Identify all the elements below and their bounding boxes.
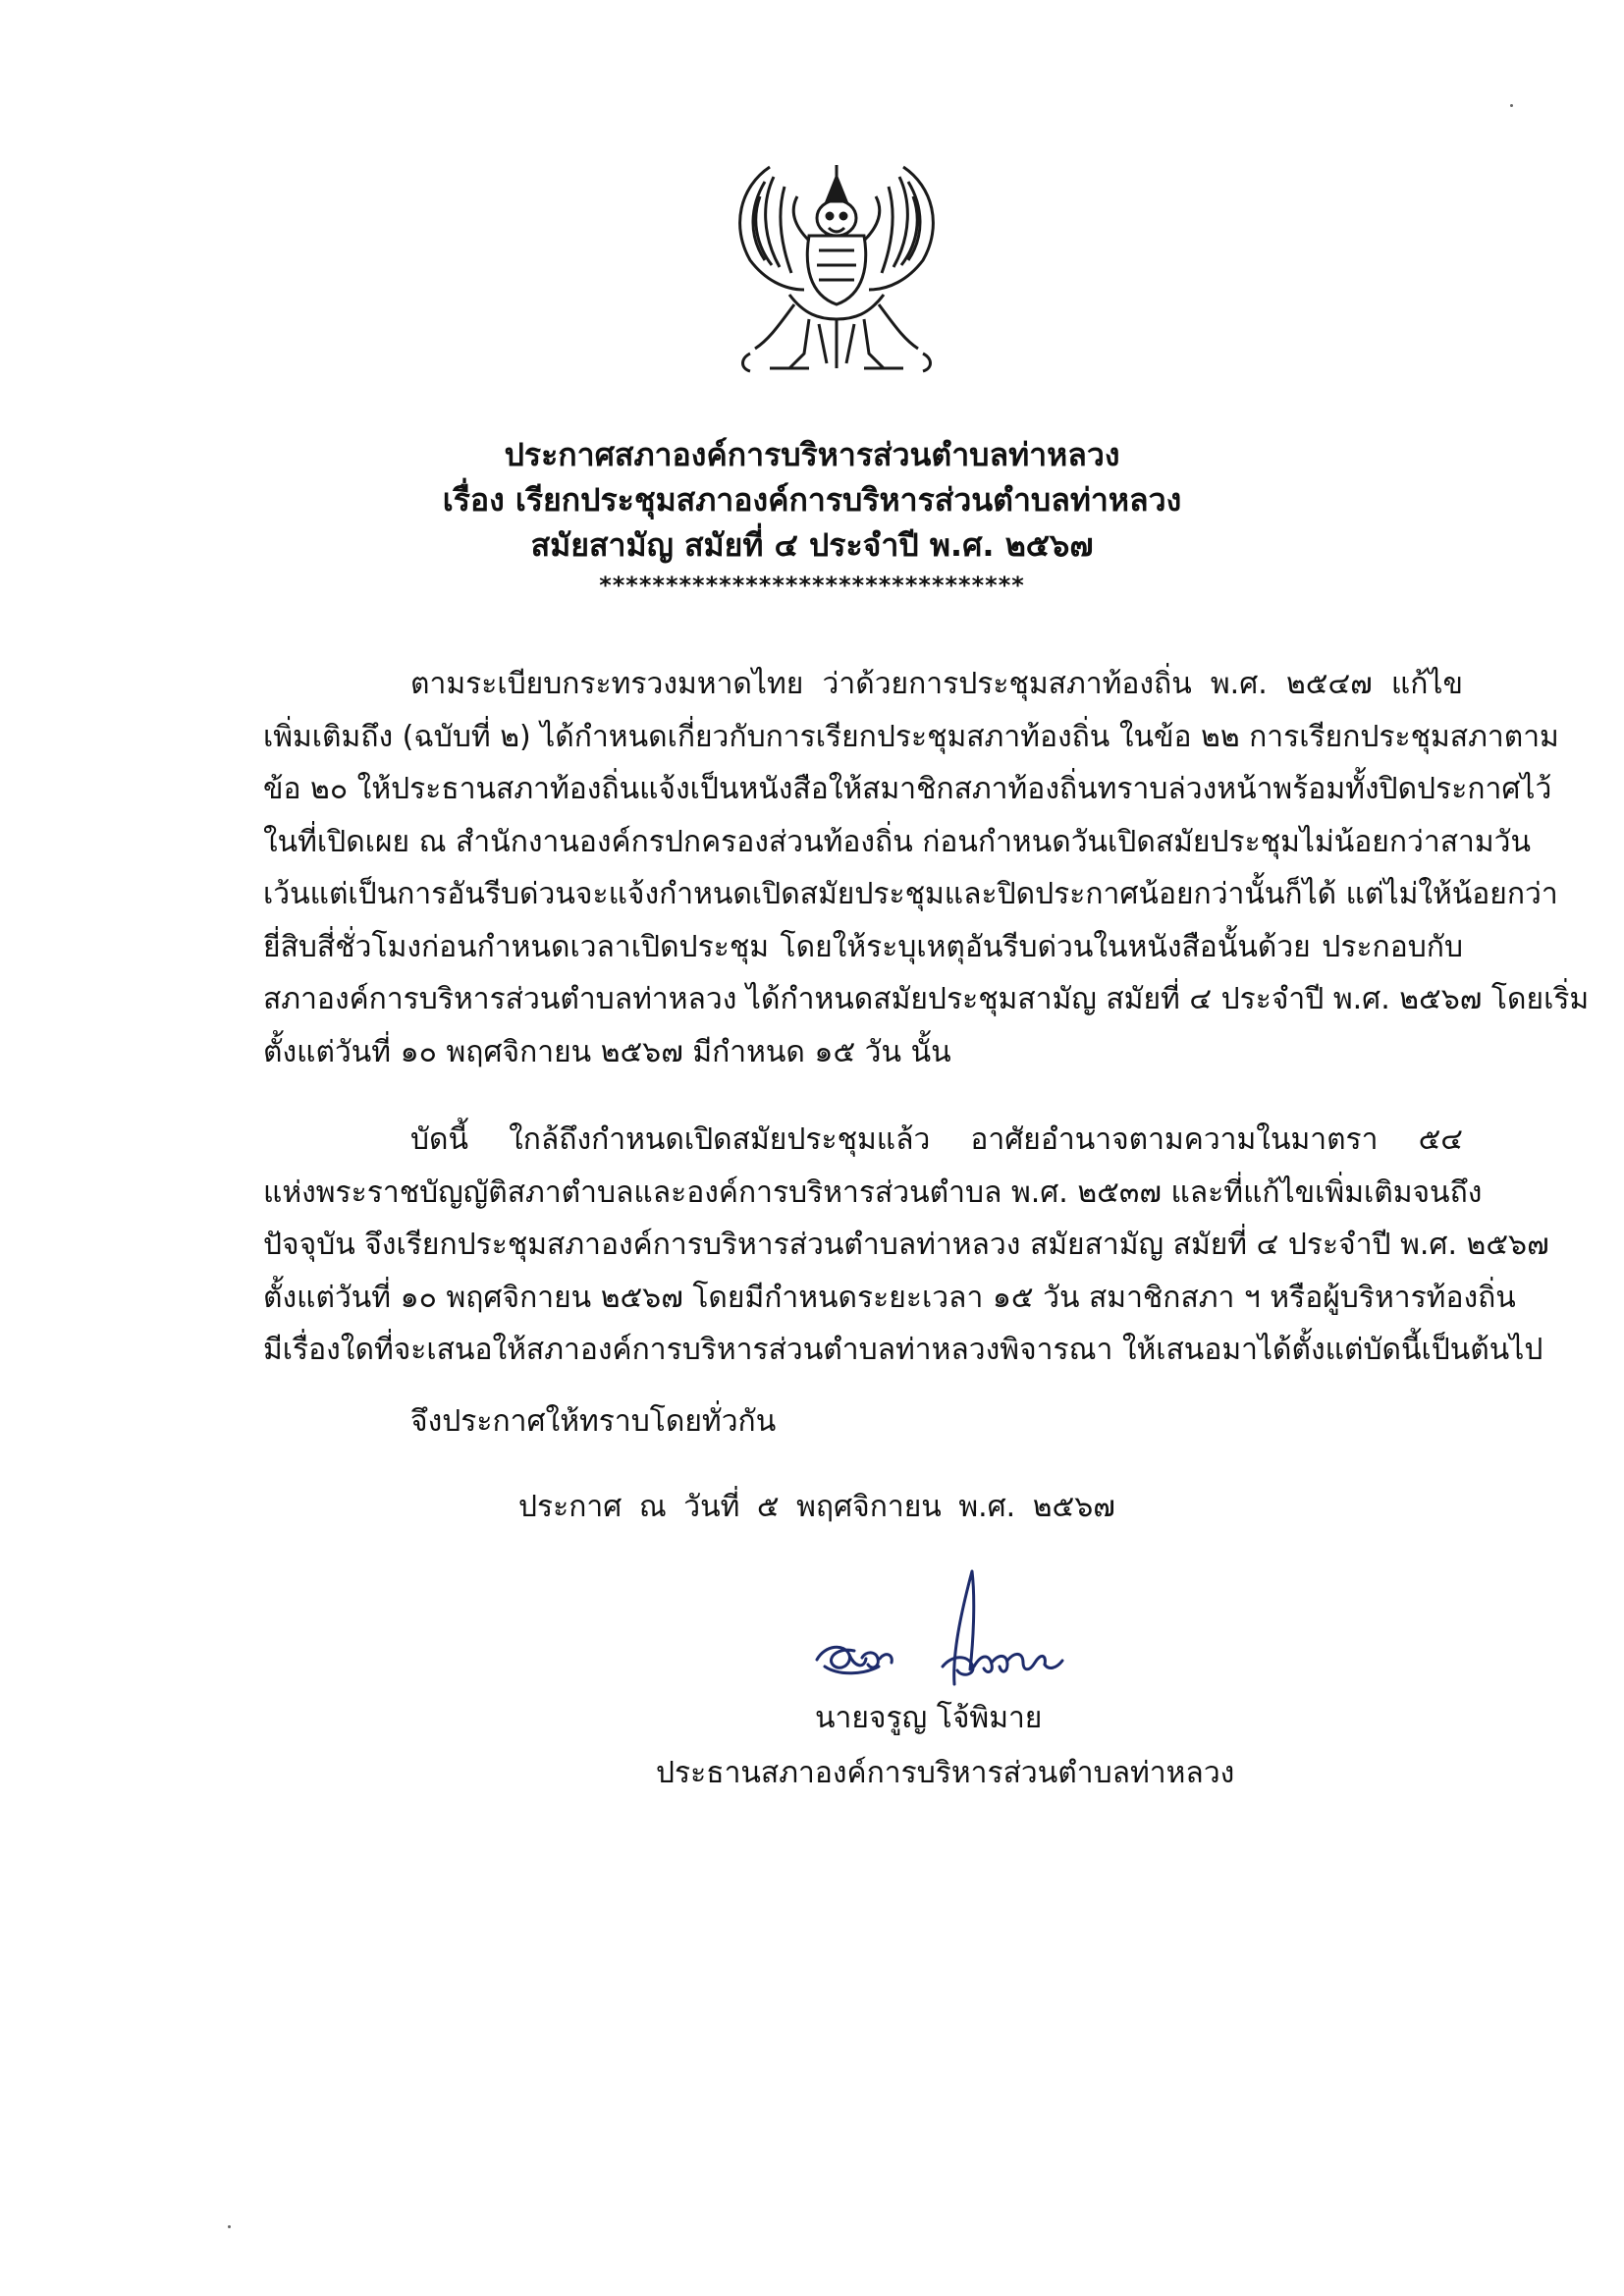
paragraph-line: มีเรื่องใดที่จะเสนอให้สภาองค์การบริหารส่วนตำบลท่าหลวงพิจารณา ให้เสนอมาได้ตั้งแต่บัดนี้เป็นต้นไป: [263, 1333, 1543, 1367]
announcement-title: ประกาศสภาองค์การบริหารส่วนตำบลท่าหลวง: [504, 436, 1120, 473]
announcement-session: สมัยสามัญ สมัยที่ ๔ ประจำปี พ.ศ. ๒๕๖๗: [530, 526, 1094, 564]
paragraph-line: สภาองค์การบริหารส่วนตำบลท่าหลวง ได้กำหนดสมัยประชุมสามัญ สมัยที่ ๔ ประจำปี พ.ศ. ๒๕๖๗ โดยเริ่ม: [263, 982, 1590, 1016]
garuda-emblem-icon: [711, 157, 962, 383]
paragraph-line: ตั้งแต่วันที่ ๑๐ พฤศจิกายน ๒๕๖๗ มีกำหนด ๑๕ วัน นั้น: [263, 1034, 951, 1069]
body-paragraph-1: [263, 658, 1590, 1078]
paragraph-line: ตั้งแต่วันที่ ๑๐ พฤศจิกายน ๒๕๖๗ โดยมีกำหนดระยะเวลา ๑๕ วัน สมาชิกสภา ฯ หรือผู้บริหารท้องถิ่น: [263, 1280, 1516, 1315]
paragraph-line: ข้อ ๒๐ ให้ประธานสภาท้องถิ่นแจ้งเป็นหนังสือให้สมาชิกสภาท้องถิ่นทราบล่วงหน้าพร้อมทั้งปิดประกาศไว้: [263, 772, 1552, 806]
signer-title: ประธานสภาองค์การบริหารส่วนตำบลท่าหลวง: [656, 1756, 1235, 1790]
announcement-date: ประกาศ ณ วันที่ ๕ พฤศจิกายน พ.ศ. ๒๕๖๗: [518, 1490, 1115, 1524]
paragraph-line: เพิ่มเติมถึง (ฉบับที่ ๒) ได้กำหนดเกี่ยวกับการเรียกประชุมสภาท้องถิ่น ในข้อ ๒๒ การเรียกประชุมสภาตาม: [263, 719, 1559, 754]
announcement-header: [0, 432, 1624, 597]
header-separator: ********************************: [599, 572, 1025, 599]
closing-statement: จึงประกาศให้ทราบโดยทั่วกัน: [410, 1404, 777, 1439]
scan-speck: [1510, 104, 1513, 107]
handwritten-signature: [805, 1557, 1090, 1704]
paragraph-line: แห่งพระราชบัญญัติสภาตำบลและองค์การบริหารส่วนตำบล พ.ศ. ๒๕๓๗ และที่แก้ไขเพิ่มเติมจนถึง: [263, 1175, 1483, 1210]
announcement-subject: เรื่อง เรียกประชุมสภาองค์การบริหารส่วนตำบลท่าหลวง: [442, 481, 1182, 519]
scan-speck: [228, 2225, 231, 2228]
paragraph-line: ยี่สิบสี่ชั่วโมงก่อนกำหนดเวลาเปิดประชุม โดยให้ระบุเหตุอันรีบด่วนในหนังสือนั้นด้วย ประกอบกับ: [263, 929, 1463, 964]
body-paragraph-2: [263, 1114, 1549, 1377]
signer-name: นายจรูญ โจ้พิมาย: [815, 1701, 1043, 1735]
paragraph-line: บัดนี้ ใกล้ถึงกำหนดเปิดสมัยประชุมแล้ว อาศัยอำนาจตามความในมาตรา ๕๔: [410, 1122, 1463, 1157]
paragraph-line: ปัจจุบัน จึงเรียกประชุมสภาองค์การบริหารส่วนตำบลท่าหลวง สมัยสามัญ สมัยที่ ๔ ประจำปี พ.ศ. ๒๕๖๗: [263, 1228, 1549, 1262]
paragraph-line: ในที่เปิดเผย ณ สำนักงานองค์กรปกครองส่วนท้องถิ่น ก่อนกำหนดวันเปิดสมัยประชุมไม่น้อยกว่าสามวัน: [263, 824, 1532, 859]
paragraph-line: ตามระเบียบกระทรวงมหาดไทย ว่าด้วยการประชุมสภาท้องถิ่น พ.ศ. ๒๕๔๗ แก้ไข: [410, 667, 1463, 701]
paragraph-line: เว้นแต่เป็นการอันรีบด่วนจะแจ้งกำหนดเปิดสมัยประชุมและปิดประกาศน้อยกว่านั้นก็ได้ แต่ไม่ให้น้อยกว่า: [263, 877, 1558, 911]
